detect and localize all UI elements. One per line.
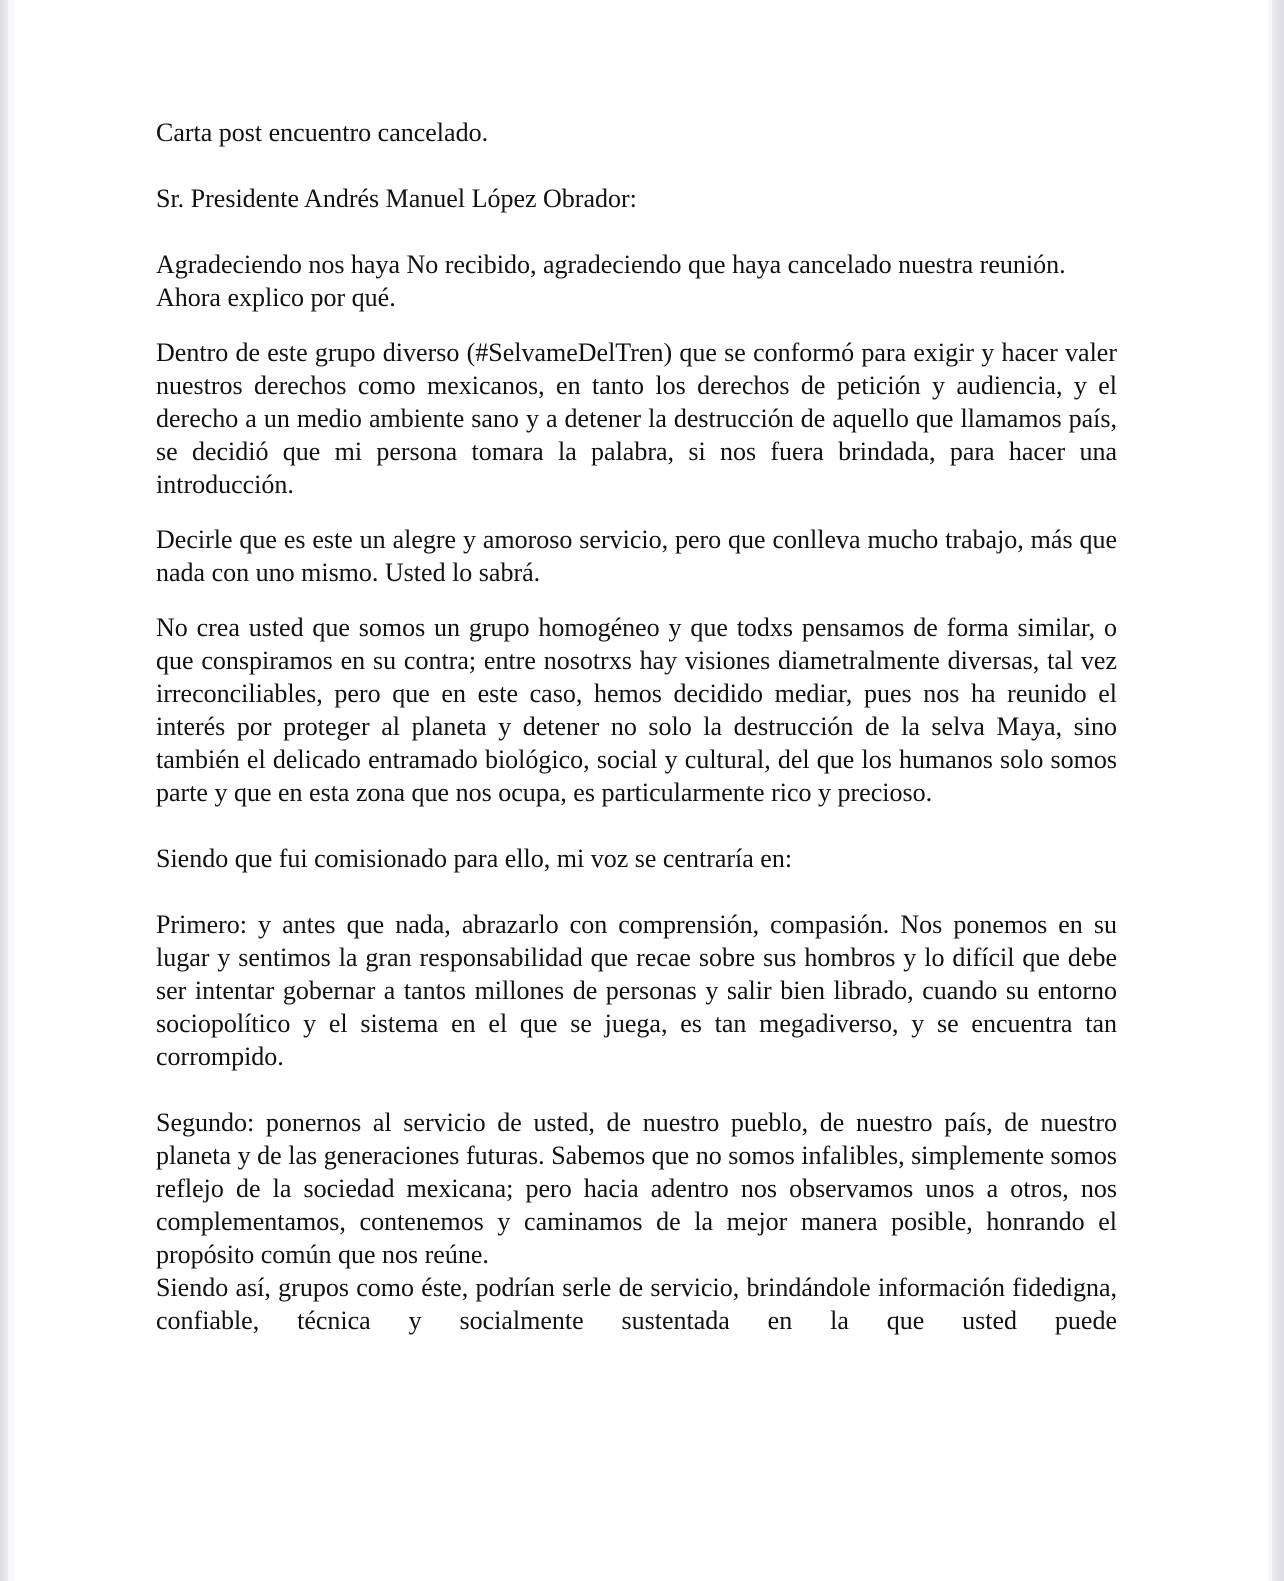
letter-title: Carta post encuentro cancelado.: [156, 118, 489, 147]
page-edge-right: [1272, 0, 1284, 1581]
page-edge-left-inner: [8, 0, 14, 1581]
page-edge-left: [0, 0, 8, 1581]
letter-page: [156, 116, 1117, 1337]
paragraph-conclusion: Siendo así, grupos como éste, podrían serle de servicio, brindándole información fidedigna, confiable, técnica y socialmente sustentada en la que usted puede: [156, 1273, 1117, 1335]
paragraph-group-context: Dentro de este grupo diverso (#SelvameDelTren) que se conformó para exigir y hacer valer nuestros derechos como mexicanos, en tanto los derechos de petición y audiencia, y el derecho a un medio ambiente sano y a detener la destrucción de aquello que llamamos país, se decidió que mi persona tomara la palabra, si nos fuera brindada, para hacer una introducción.: [156, 338, 1117, 499]
paragraph-first-point: Primero: y antes que nada, abrazarlo con comprensión, compasión. Nos ponemos en su lugar y sentimos la gran responsabilidad que recae sobre sus hombros y lo difícil que debe ser intentar gobernar a tantos millones de personas y salir bien librado, cuando su entorno sociopolítico y el sistema en el que se juega, es tan megadiverso, y se encuentra tan corrompido.: [156, 910, 1117, 1071]
paragraph-second-point: Segundo: ponernos al servicio de usted, de nuestro pueblo, de nuestro país, de nuestro planeta y de las generaciones futuras. Sabemos que no somos infalibles, simplemente somos reflejo de la sociedad mexicana; pero hacia adentro nos observamos unos a otros, nos complementamos, contenemos y caminamos de la mejor manera posible, honrando el propósito común que nos reúne.: [156, 1108, 1117, 1269]
spacer: [156, 314, 1117, 336]
spacer: [156, 501, 1117, 523]
spacer: [156, 1073, 1117, 1106]
paragraph-service: Decirle que es este un alegre y amoroso servicio, pero que conlleva mucho trabajo, más que nada con uno mismo. Usted lo sabrá.: [156, 525, 1117, 587]
paragraph-commission: Siendo que fui comisionado para ello, mi voz se centraría en:: [156, 844, 793, 873]
paragraph-explanation-intro: Ahora explico por qué.: [156, 283, 396, 312]
letter-salutation: Sr. Presidente Andrés Manuel López Obrador:: [156, 184, 637, 213]
spacer: [156, 875, 1117, 908]
page-edge-right-inner: [1268, 0, 1272, 1581]
paragraph-diversity: No crea usted que somos un grupo homogéneo y que todxs pensamos de forma similar, o que conspiramos en su contra; entre nosotrxs hay visiones diametralmente diversas, tal vez irreconciliables, pero que en este caso, hemos decidido mediar, pues nos ha reunido el interés por proteger al planeta y detener no solo la destrucción de la selva Maya, sino también el delicado entramado biológico, social y cultural, del que los humanos solo somos parte y que en esta zona que nos ocupa, es particularmente rico y precioso.: [156, 613, 1117, 807]
spacer: [156, 149, 1117, 182]
spacer: [156, 215, 1117, 248]
spacer: [156, 589, 1117, 611]
spacer: [156, 809, 1117, 842]
paragraph-gratitude: Agradeciendo nos haya No recibido, agradeciendo que haya cancelado nuestra reunión.: [156, 250, 1066, 279]
